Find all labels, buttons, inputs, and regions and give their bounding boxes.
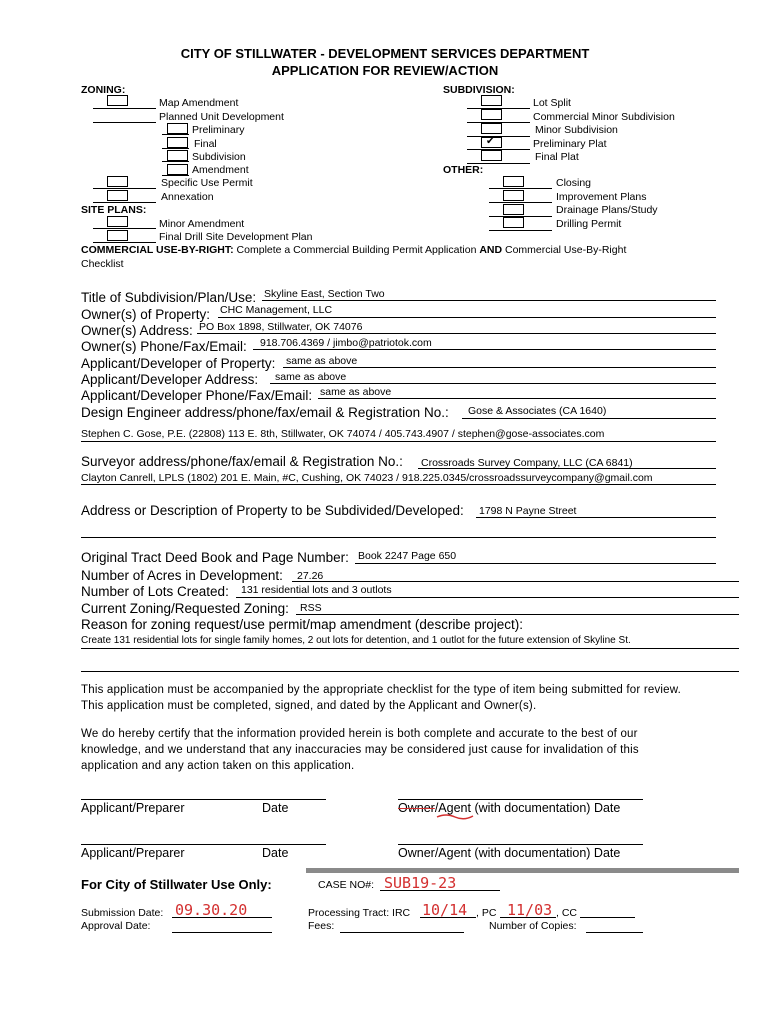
instructions-paragraph: This application must be accompanied by the appropriate checklist for the type of item being submitted for review. This application must be completed, signed, and dated by the Applicant and Owner(s).: [81, 684, 682, 712]
other-item: Closing: [556, 177, 592, 189]
cc-date-field[interactable]: [580, 917, 635, 918]
subdivision-item: Lot Split: [533, 97, 571, 109]
other-item: Improvement Plans: [556, 191, 647, 203]
acres-label: Number of Acres in Development:: [81, 568, 283, 583]
subdivision-item: Preliminary Plat: [533, 138, 607, 150]
approval-date-label: Approval Date:: [81, 920, 151, 932]
zoning-heading: ZONING:: [81, 84, 126, 96]
lots-field[interactable]: 131 residential lots and 3 outlots: [241, 584, 392, 596]
pc-label: , PC: [476, 907, 497, 919]
checkbox-specific-use-permit[interactable]: [107, 176, 128, 187]
owner-signature-line[interactable]: [398, 799, 643, 800]
copies-label: Number of Copies:: [489, 920, 577, 932]
owner-phone-label: Owner(s) Phone/Fax/Email:: [81, 339, 247, 354]
date-label-2: Date: [262, 846, 289, 860]
processing-tract-label: Processing Tract: IRC: [308, 907, 411, 919]
title-field[interactable]: Skyline East, Section Two: [264, 288, 385, 300]
checkbox-commercial-minor[interactable]: [481, 109, 502, 120]
checkbox-improvement-plans[interactable]: [503, 190, 524, 201]
checkbox-preliminary-plat[interactable]: [481, 137, 502, 148]
owner-address-field[interactable]: PO Box 1898, Stillwater, OK 74076: [199, 321, 363, 333]
checkbox-map-amendment[interactable]: [107, 95, 128, 106]
owner-address-label: Owner(s) Address:: [81, 323, 193, 338]
zoning-item: Amendment: [192, 164, 249, 176]
applicant-label: Applicant/Developer of Property:: [81, 356, 276, 371]
copies-field[interactable]: [586, 932, 643, 933]
property-address-field[interactable]: 1798 N Payne Street: [479, 505, 577, 517]
applicant-address-label: Applicant/Developer Address:: [81, 372, 259, 387]
lots-label: Number of Lots Created:: [81, 584, 229, 599]
zoning-item: Map Amendment: [159, 97, 239, 109]
deed-field[interactable]: Book 2247 Page 650: [358, 550, 457, 562]
applicant-signature-line[interactable]: [81, 799, 326, 800]
gray-divider-bar: [306, 868, 739, 873]
checkbox-final-plat[interactable]: [481, 150, 502, 161]
checkbox-pud-subdivision[interactable]: [167, 150, 188, 161]
applicant-preparer-label: Applicant/Preparer: [81, 801, 185, 815]
reason-field[interactable]: Create 131 residential lots for single family homes, 2 out lots for detention, and 1 outlot for the future extension of Skyline St.: [81, 635, 631, 646]
case-no-field[interactable]: SUB19-23: [384, 874, 457, 892]
approval-date-field[interactable]: [172, 932, 272, 933]
property-address-label: Address or Description of Property to be Subdivided/Developed:: [81, 503, 464, 518]
fees-field[interactable]: [340, 932, 464, 933]
applicant-address-field[interactable]: same as above: [275, 371, 347, 383]
surveyor-label: Surveyor address/phone/fax/email & Registration No.:: [81, 454, 403, 469]
other-item: Drilling Permit: [556, 218, 622, 230]
applicant-preparer-label-2: Applicant/Preparer: [81, 846, 185, 860]
commercial-use-line: COMMERCIAL USE-BY-RIGHT: Complete a Commercial Building Permit Application AND Commercial Use-By-Right: [81, 244, 627, 256]
engineer-field[interactable]: Gose & Associates (CA 1640): [468, 405, 607, 417]
checkbox-minor-amendment[interactable]: [107, 216, 128, 227]
deed-label: Original Tract Deed Book and Page Number:: [81, 550, 349, 565]
fees-label: Fees:: [308, 920, 335, 932]
check-mark-icon: ✔: [486, 136, 495, 147]
zoning-item: Preliminary: [192, 124, 245, 136]
zoning-item: Final: [194, 138, 217, 150]
commercial-use-line2: Checklist: [81, 258, 124, 270]
subdivision-heading: SUBDIVISION:: [443, 84, 515, 96]
site-plan-item: Minor Amendment: [159, 218, 245, 230]
applicant-phone-label: Applicant/Developer Phone/Fax/Email:: [81, 388, 313, 403]
checkbox-final-drill-site[interactable]: [107, 230, 128, 241]
checkbox-minor-subdivision[interactable]: [481, 123, 502, 134]
owner-label: Owner(s) of Property:: [81, 307, 211, 322]
subdivision-item: Final Plat: [535, 151, 579, 163]
surveyor-details-field[interactable]: Clayton Canrell, LPLS (1802) 201 E. Main, #C, Cushing, OK 74023 / 918.225.0345/crossroadssurveycompany@gmail.com: [81, 472, 653, 484]
site-plan-item: Final Drill Site Development Plan: [159, 231, 313, 243]
checkbox-drilling-permit[interactable]: [503, 217, 524, 228]
applicant-phone-field[interactable]: same as above: [320, 386, 392, 398]
engineer-details-field[interactable]: Stephen C. Gose, P.E. (22808) 113 E. 8th, Stillwater, OK 74074 / 405.743.4907 / stephen@gose-associates.com: [81, 428, 605, 440]
owner-signature-line-2[interactable]: [398, 844, 643, 845]
red-underline-mark: [436, 812, 474, 820]
checkbox-annexation[interactable]: [107, 190, 128, 201]
reason-label: Reason for zoning request/use permit/map amendment (describe project):: [81, 617, 523, 632]
zoning-item: Annexation: [161, 191, 214, 203]
submission-date-field[interactable]: 09.30.20: [175, 901, 248, 919]
applicant-field[interactable]: same as above: [286, 355, 358, 367]
checkbox-closing[interactable]: [503, 176, 524, 187]
surveyor-field[interactable]: Crossroads Survey Company, LLC (CA 6841): [421, 457, 633, 469]
owner-field[interactable]: CHC Management, LLC: [220, 304, 333, 316]
owner-agent-label: Owner/Agent (with documentation) Date: [398, 801, 621, 815]
owner-phone-field[interactable]: 918.706.4369 / jimbo@patriotok.com: [260, 337, 432, 349]
site-plans-heading: SITE PLANS:: [81, 204, 147, 216]
office-use-heading: For City of Stillwater Use Only:: [81, 877, 272, 892]
checkbox-pud-amendment[interactable]: [167, 164, 188, 175]
form-subtitle: APPLICATION FOR REVIEW/ACTION: [271, 63, 499, 78]
zoning-item: Specific Use Permit: [161, 177, 253, 189]
checkbox-pud-preliminary[interactable]: [167, 123, 188, 134]
acres-field[interactable]: 27.26: [297, 570, 324, 582]
owner-agent-label-2: Owner/Agent (with documentation) Date: [398, 846, 621, 860]
subdivision-item: Minor Subdivision: [535, 124, 618, 136]
certification-paragraph: We do hereby certify that the information provided herein is both complete and accurate to the best of our knowledge, and we understand that any inaccuracies may be considered just cause for invalidation of this application and any action taken on this application.: [81, 728, 639, 772]
cc-label: , CC: [556, 907, 577, 919]
checkbox-lot-split[interactable]: [481, 95, 502, 106]
zoning-item: Planned Unit Development: [159, 111, 284, 123]
irc-date-field[interactable]: 10/14: [422, 901, 468, 919]
other-heading: OTHER:: [443, 164, 484, 176]
current-zoning-field[interactable]: RSS: [300, 602, 322, 614]
other-item: Drainage Plans/Study: [556, 204, 658, 216]
checkbox-drainage-plans[interactable]: [503, 204, 524, 215]
form-title: CITY OF STILLWATER - DEVELOPMENT SERVICES DEPARTMENT: [180, 46, 590, 61]
pc-date-field[interactable]: 11/03: [507, 901, 553, 919]
submission-date-label: Submission Date:: [81, 907, 164, 919]
checkbox-pud-final[interactable]: [167, 137, 188, 148]
engineer-label: Design Engineer address/phone/fax/email & Registration No.:: [81, 405, 449, 420]
date-label: Date: [262, 801, 289, 815]
subdivision-item: Commercial Minor Subdivision: [533, 111, 675, 123]
zoning-item: Subdivision: [192, 151, 246, 163]
applicant-signature-line-2[interactable]: [81, 844, 326, 845]
current-zoning-label: Current Zoning/Requested Zoning:: [81, 601, 289, 616]
title-label: Title of Subdivision/Plan/Use:: [81, 290, 257, 305]
case-no-label: CASE NO#:: [318, 879, 375, 891]
